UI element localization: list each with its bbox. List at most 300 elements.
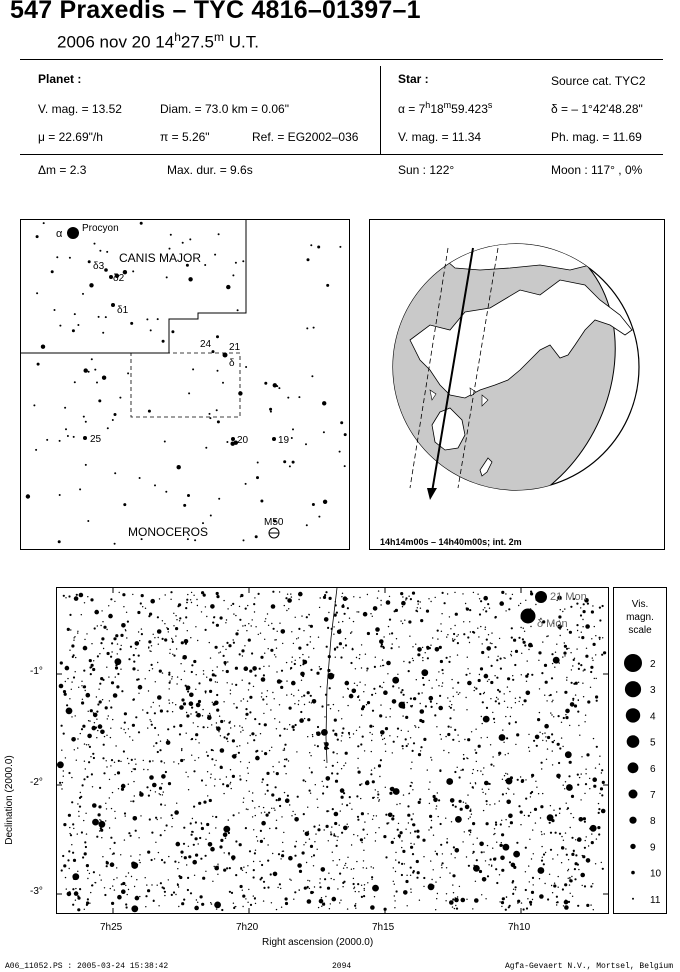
field-star xyxy=(488,656,489,657)
field-star xyxy=(566,784,573,791)
field-star xyxy=(249,762,250,763)
field-star xyxy=(135,764,136,765)
field-star xyxy=(361,812,364,815)
field-star xyxy=(403,661,404,662)
field-star xyxy=(262,778,264,780)
star-19-label: 19 xyxy=(278,435,290,446)
field-star xyxy=(63,823,66,826)
field-star xyxy=(325,896,326,897)
field-star xyxy=(308,625,309,626)
field-star xyxy=(529,881,530,882)
field-star xyxy=(307,899,312,904)
field-star xyxy=(428,789,429,790)
field-star xyxy=(585,769,586,770)
field-star xyxy=(341,735,342,736)
field-star xyxy=(464,739,465,740)
field-star xyxy=(496,659,498,661)
finder-star xyxy=(245,366,247,368)
field-star xyxy=(404,620,405,621)
field-star xyxy=(418,727,419,728)
field-star xyxy=(394,895,395,896)
field-star xyxy=(420,750,421,751)
field-star xyxy=(261,782,262,783)
finder-star xyxy=(283,460,286,463)
field-star xyxy=(439,646,442,649)
field-star xyxy=(367,701,370,704)
field-star xyxy=(77,803,78,804)
field-star xyxy=(467,657,468,658)
field-star xyxy=(461,898,466,903)
field-star xyxy=(508,814,513,819)
field-star xyxy=(433,869,434,870)
field-star xyxy=(220,839,223,842)
field-star xyxy=(170,591,172,593)
field-star xyxy=(462,841,463,842)
field-star xyxy=(539,712,540,713)
field-star xyxy=(412,823,415,826)
field-star xyxy=(256,836,257,837)
field-star xyxy=(524,699,527,702)
field-star xyxy=(450,707,452,709)
field-star xyxy=(131,876,132,877)
field-star xyxy=(558,778,559,779)
field-star xyxy=(542,641,543,642)
field-star xyxy=(505,773,506,774)
field-star xyxy=(555,814,557,816)
field-star xyxy=(275,827,277,829)
field-star xyxy=(454,729,456,731)
magnitude-label: 7 xyxy=(650,790,656,801)
field-star xyxy=(425,705,427,707)
field-star xyxy=(104,736,105,737)
field-star xyxy=(468,830,470,832)
field-star xyxy=(375,840,376,841)
field-star xyxy=(487,875,489,877)
field-star xyxy=(569,761,572,764)
field-star xyxy=(252,792,253,793)
field-star xyxy=(154,712,156,714)
field-star xyxy=(389,633,390,634)
star-vmag: V. mag. = 11.34 xyxy=(398,130,482,144)
field-star xyxy=(423,738,426,741)
field-star xyxy=(502,729,503,730)
field-star xyxy=(254,597,255,598)
field-star xyxy=(584,821,586,823)
field-star xyxy=(555,652,556,653)
field-star xyxy=(198,742,199,743)
field-star xyxy=(102,699,103,700)
field-star xyxy=(246,630,247,631)
field-star xyxy=(231,788,232,789)
field-star xyxy=(315,784,316,785)
field-star xyxy=(576,648,577,649)
delta3-label: δ3 xyxy=(93,261,105,272)
field-star xyxy=(446,778,453,785)
field-star xyxy=(470,832,471,833)
field-star xyxy=(285,902,288,905)
field-star xyxy=(513,889,514,890)
finder-star xyxy=(242,260,244,262)
field-star xyxy=(577,630,578,631)
field-star xyxy=(235,874,237,876)
field-star xyxy=(391,647,393,649)
field-star xyxy=(276,772,279,775)
field-star xyxy=(540,805,543,808)
field-star xyxy=(193,770,195,772)
field-star xyxy=(190,822,192,824)
field-star xyxy=(406,875,407,876)
field-star xyxy=(100,625,101,626)
field-star xyxy=(499,601,504,606)
field-star xyxy=(150,599,155,604)
field-star xyxy=(358,771,361,774)
field-star xyxy=(86,744,87,745)
field-star xyxy=(343,696,344,697)
field-star xyxy=(421,669,428,676)
constellation-boundary xyxy=(21,220,246,353)
field-star xyxy=(447,733,450,736)
field-star xyxy=(115,745,116,746)
field-star xyxy=(251,732,254,735)
field-star xyxy=(99,700,102,703)
field-star xyxy=(285,773,286,774)
field-star xyxy=(307,691,310,694)
field-star xyxy=(162,638,164,640)
field-star xyxy=(97,625,98,626)
finder-star xyxy=(54,309,56,311)
field-star xyxy=(235,615,236,616)
field-star xyxy=(382,659,383,660)
field-star xyxy=(77,833,78,834)
field-star xyxy=(241,649,244,652)
field-star xyxy=(361,667,362,668)
field-star xyxy=(100,730,105,735)
field-star xyxy=(320,686,321,687)
field-star xyxy=(378,800,379,801)
finder-star xyxy=(139,477,141,479)
field-star xyxy=(492,756,493,757)
field-star xyxy=(501,591,504,594)
field-star xyxy=(541,762,543,764)
field-star xyxy=(575,854,577,856)
field-star xyxy=(324,760,325,761)
field-star xyxy=(295,617,296,618)
field-star xyxy=(137,670,138,671)
field-star xyxy=(405,599,406,600)
field-star xyxy=(242,870,243,871)
field-star xyxy=(306,862,307,863)
field-star xyxy=(581,773,582,774)
field-star xyxy=(313,854,315,856)
field-star xyxy=(402,606,403,607)
field-star xyxy=(342,886,343,887)
finder-star xyxy=(306,524,308,526)
field-star xyxy=(281,629,286,634)
field-star xyxy=(493,858,495,860)
field-star xyxy=(214,764,215,765)
field-star xyxy=(601,862,602,863)
field-star xyxy=(121,645,122,646)
field-star xyxy=(106,735,107,736)
field-star xyxy=(216,595,219,598)
field-star xyxy=(564,905,569,910)
field-star xyxy=(556,902,557,903)
planet-diameter: Diam. = 73.0 km = 0.06" xyxy=(160,102,289,116)
finder-star xyxy=(218,498,220,500)
field-star xyxy=(475,752,477,754)
header-bottom-rule xyxy=(20,154,663,155)
field-star xyxy=(245,608,247,610)
field-star xyxy=(85,768,86,769)
field-star xyxy=(534,808,537,811)
field-star xyxy=(581,636,584,639)
finder-star xyxy=(79,488,81,490)
field-star xyxy=(482,701,484,703)
field-star xyxy=(551,819,554,822)
field-star xyxy=(233,613,234,614)
field-star xyxy=(270,709,271,710)
field-star xyxy=(249,670,252,673)
field-star xyxy=(113,879,114,880)
field-star xyxy=(88,711,89,712)
field-star xyxy=(273,771,274,772)
magnitude-dot xyxy=(629,790,638,799)
field-star xyxy=(483,810,484,811)
field-star xyxy=(419,900,420,901)
delta3-star xyxy=(104,268,108,272)
field-star xyxy=(369,732,370,733)
field-star xyxy=(337,630,342,635)
field-star xyxy=(485,629,486,630)
field-star xyxy=(183,759,184,760)
field-star xyxy=(209,833,210,834)
field-star xyxy=(602,781,605,784)
field-star xyxy=(205,690,207,692)
field-star xyxy=(298,592,303,597)
field-star xyxy=(512,679,514,681)
field-star xyxy=(339,825,340,826)
field-star xyxy=(416,679,417,680)
field-star xyxy=(205,871,206,872)
field-star xyxy=(577,711,579,713)
field-star xyxy=(597,826,600,829)
finder-star xyxy=(298,396,300,398)
field-star xyxy=(67,892,72,897)
field-star xyxy=(322,903,325,906)
field-star xyxy=(211,758,213,760)
field-star xyxy=(280,858,281,859)
field-star xyxy=(289,804,290,805)
field-star xyxy=(84,761,85,762)
field-star xyxy=(82,699,83,700)
field-star xyxy=(337,888,338,889)
field-star xyxy=(242,680,243,681)
field-star xyxy=(406,745,408,747)
field-star xyxy=(289,707,292,710)
field-star xyxy=(116,877,117,878)
moon-elongation: Moon : 117° , 0% xyxy=(551,163,643,177)
y-tick-label: -2° xyxy=(30,777,43,788)
field-star xyxy=(171,638,172,639)
field-star xyxy=(455,806,457,808)
field-star xyxy=(372,616,373,617)
field-star xyxy=(348,689,349,690)
field-star xyxy=(353,868,354,869)
field-star xyxy=(557,854,558,855)
field-star xyxy=(409,793,410,794)
field-star xyxy=(515,698,516,699)
finder-star xyxy=(157,318,159,320)
field-star xyxy=(98,805,101,808)
field-star xyxy=(394,838,395,839)
field-star xyxy=(84,743,85,744)
field-star xyxy=(501,901,504,904)
field-star xyxy=(200,895,203,898)
field-star xyxy=(261,812,262,813)
field-star xyxy=(449,616,450,617)
finder-star xyxy=(226,285,230,289)
field-star xyxy=(396,804,397,805)
field-star xyxy=(376,633,378,635)
delta1-star xyxy=(111,303,115,307)
field-star xyxy=(216,726,217,727)
field-star xyxy=(440,660,443,663)
field-star xyxy=(136,679,138,681)
field-star xyxy=(569,725,570,726)
finder-star xyxy=(339,246,341,248)
field-star xyxy=(442,682,443,683)
finder-star xyxy=(204,264,206,266)
finder-star xyxy=(306,327,308,329)
finder-star xyxy=(114,472,116,474)
field-star xyxy=(191,707,193,709)
field-star xyxy=(103,626,106,629)
field-star xyxy=(207,771,208,772)
field-star xyxy=(341,740,342,741)
field-star xyxy=(572,665,573,666)
field-star xyxy=(176,803,177,804)
field-star xyxy=(547,748,548,749)
field-star xyxy=(201,827,204,830)
field-star xyxy=(258,723,260,725)
field-star xyxy=(409,636,410,637)
field-star xyxy=(271,747,272,748)
field-star xyxy=(405,829,406,830)
field-star xyxy=(473,769,474,770)
finder-star xyxy=(289,465,291,467)
field-star xyxy=(248,773,249,774)
magnitude-label: 9 xyxy=(650,842,656,854)
field-star xyxy=(311,771,313,773)
field-star xyxy=(81,614,82,615)
field-star xyxy=(398,687,399,688)
field-star xyxy=(159,670,162,673)
field-star xyxy=(373,867,374,868)
field-star xyxy=(396,638,397,639)
field-star xyxy=(281,670,283,672)
field-star xyxy=(185,772,186,773)
field-star xyxy=(339,902,340,903)
field-star xyxy=(326,825,329,828)
field-star xyxy=(261,751,262,752)
field-star xyxy=(496,882,498,884)
field-star xyxy=(115,676,116,677)
field-star xyxy=(596,838,597,839)
field-star xyxy=(499,800,500,801)
field-star xyxy=(300,672,305,677)
field-star xyxy=(141,628,142,629)
field-star xyxy=(187,594,188,595)
field-star xyxy=(65,597,66,598)
field-star xyxy=(120,634,123,637)
field-star xyxy=(322,781,323,782)
field-star xyxy=(70,834,72,836)
field-star xyxy=(278,798,281,801)
field-star xyxy=(284,765,286,767)
field-star xyxy=(300,665,301,666)
field-star xyxy=(539,732,540,733)
field-star xyxy=(522,638,524,640)
field-star xyxy=(187,776,188,777)
field-star xyxy=(592,605,593,606)
field-star xyxy=(429,884,430,885)
field-star xyxy=(367,882,368,883)
field-star xyxy=(454,592,455,593)
field-star xyxy=(216,709,219,712)
field-star xyxy=(62,855,64,857)
finder-star xyxy=(188,277,192,281)
field-star xyxy=(214,902,221,909)
field-star xyxy=(480,667,483,670)
field-star xyxy=(565,781,566,782)
field-star xyxy=(505,909,507,911)
field-star xyxy=(512,675,513,676)
field-star xyxy=(316,732,317,733)
globe-panel xyxy=(369,219,665,550)
field-star xyxy=(285,798,290,803)
field-star xyxy=(486,707,488,709)
field-star xyxy=(357,816,359,818)
field-star xyxy=(343,596,348,601)
field-star xyxy=(371,770,372,771)
field-star xyxy=(265,618,266,619)
field-star xyxy=(212,622,214,624)
field-star xyxy=(377,791,378,792)
field-star xyxy=(542,733,543,734)
field-star xyxy=(432,885,434,887)
field-star xyxy=(485,627,486,628)
field-star xyxy=(564,608,565,609)
field-star xyxy=(99,830,100,831)
field-star xyxy=(157,616,159,618)
field-star xyxy=(382,665,383,666)
field-star xyxy=(402,596,403,597)
field-star xyxy=(125,876,126,877)
field-star xyxy=(138,631,139,632)
field-star xyxy=(601,809,606,814)
field-star xyxy=(73,676,75,678)
field-star xyxy=(282,851,283,852)
field-star xyxy=(510,716,511,717)
field-star xyxy=(120,669,121,670)
field-star xyxy=(105,803,106,804)
field-star xyxy=(251,625,252,626)
field-star xyxy=(525,779,526,780)
field-star xyxy=(209,713,210,714)
field-star xyxy=(515,702,516,703)
field-star xyxy=(317,726,319,728)
field-star xyxy=(400,691,402,693)
